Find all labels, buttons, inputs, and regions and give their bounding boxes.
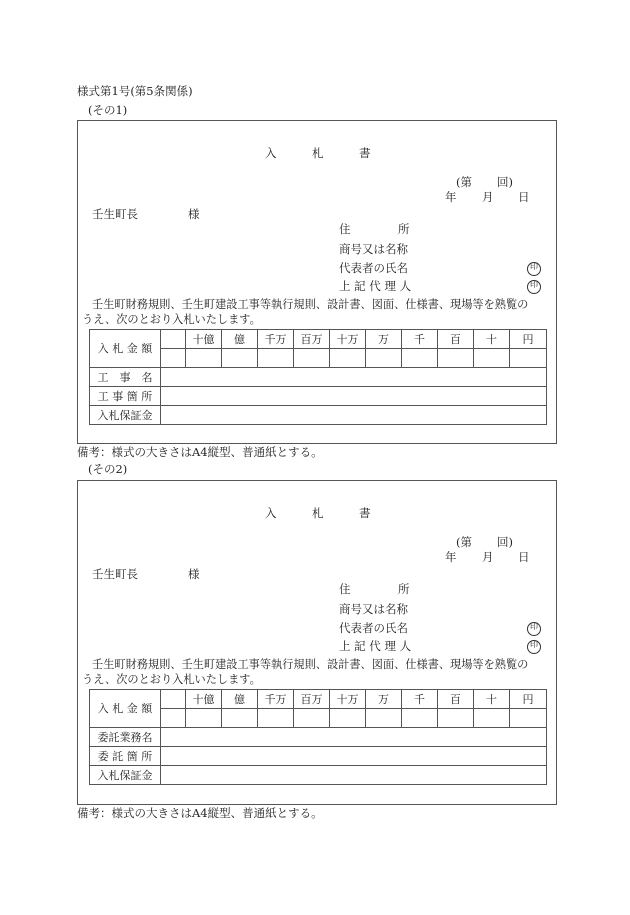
contract-work-name-field[interactable] [161,728,547,747]
round-close: 回) [497,535,513,549]
section-label-2: (その2) [88,462,128,476]
digit-cell[interactable] [438,349,474,368]
agent-label: 上 記 代 理 人 [339,279,412,293]
address-label-b: 所 [398,222,410,236]
digit-cell[interactable] [510,349,547,368]
date-year: 年 [445,550,457,564]
digit-header: 十万 [330,330,366,349]
digit-cell[interactable] [330,349,366,368]
digit-cell[interactable] [222,709,258,728]
digit-header: 百 [438,330,474,349]
digit-header: 千 [402,330,438,349]
digit-header [161,330,186,349]
addressee-honorific: 様 [188,567,200,581]
title-char: 書 [359,506,371,520]
digit-cell[interactable] [474,709,510,728]
digit-cell[interactable] [402,349,438,368]
digit-header: 百万 [294,330,330,349]
representative-label: 代表者の氏名 [339,621,408,635]
digit-header: 千万 [258,690,294,709]
digit-header [161,690,186,709]
digit-header: 円 [510,690,547,709]
title-char: 札 [312,506,324,520]
round-open: (第 [456,175,472,189]
bid-table-1 [89,329,547,425]
digit-header: 十億 [186,690,222,709]
statement-line-2: うえ、次のとおり入札いたします。 [82,673,261,686]
construction-name-field[interactable] [161,368,547,387]
bid-bond-field[interactable] [161,766,547,785]
note-1: 備考：様式の大きさはA4縦型、普通紙とする。 [77,445,323,459]
title-char: 書 [359,146,371,160]
seal-icon: 印 [527,640,541,654]
digit-cell[interactable] [294,349,330,368]
statement-line-1: 壬生町財務規則、壬生町建設工事等執行規則、設計書、図面、仕様書、現場等を熟覧の [92,658,529,671]
note-2: 備考：様式の大きさはA4縦型、普通紙とする。 [77,806,323,820]
form-number-heading: 様式第1号(第5条関係) [77,84,193,98]
construction-location-label: 工 事 箇 所 [90,387,161,406]
digit-header: 十万 [330,690,366,709]
digit-cell[interactable] [510,709,547,728]
title-char: 入 [265,146,277,160]
digit-header: 億 [222,690,258,709]
date-day: 日 [518,550,530,564]
seal-icon: 印 [527,280,541,294]
digit-header: 円 [510,330,547,349]
construction-location-field[interactable] [161,387,547,406]
digit-cell[interactable] [161,349,186,368]
statement-line-1: 壬生町財務規則、壬生町建設工事等執行規則、設計書、図面、仕様書、現場等を熟覧の [92,298,529,311]
bid-table-2 [89,689,547,785]
date-month: 月 [482,550,494,564]
digit-header: 十 [474,330,510,349]
title-char: 札 [312,146,324,160]
seal-icon: 印 [527,262,541,276]
title-char: 入 [265,506,277,520]
digit-cell[interactable] [438,709,474,728]
addressee-name: 壬生町長 [92,567,138,581]
address-label-a: 住 [339,222,351,236]
address-label-a: 住 [339,582,351,596]
digit-cell[interactable] [222,349,258,368]
construction-name-label: 工 事 名 [90,368,161,387]
digit-header: 億 [222,330,258,349]
digit-cell[interactable] [258,349,294,368]
agent-label: 上 記 代 理 人 [339,639,412,653]
statement-line-2: うえ、次のとおり入札いたします。 [82,313,261,326]
digit-cell[interactable] [161,709,186,728]
digit-cell[interactable] [366,709,402,728]
round-close: 回) [497,175,513,189]
digit-header: 千万 [258,330,294,349]
digit-cell[interactable] [402,709,438,728]
digit-header: 万 [366,330,402,349]
addressee-honorific: 様 [188,207,200,221]
company-name-label: 商号又は名称 [339,602,408,616]
addressee-name: 壬生町長 [92,207,138,221]
bid-bond-label: 入札保証金 [90,766,161,785]
digit-header: 百 [438,690,474,709]
bid-bond-label: 入札保証金 [90,406,161,425]
contract-location-label: 委 託 箇 所 [90,747,161,766]
seal-icon: 印 [527,622,541,636]
bid-amount-label: 入 札 金 額 [90,690,161,728]
digit-cell[interactable] [330,709,366,728]
digit-cell[interactable] [474,349,510,368]
contract-location-field[interactable] [161,747,547,766]
company-name-label: 商号又は名称 [339,242,408,256]
bid-amount-label: 入 札 金 額 [90,330,161,368]
bid-bond-field[interactable] [161,406,547,425]
date-year: 年 [445,190,457,204]
representative-label: 代表者の氏名 [339,261,408,275]
address-label-b: 所 [398,582,410,596]
digit-cell[interactable] [366,349,402,368]
digit-header: 万 [366,690,402,709]
bid-form-2 [77,480,557,805]
digit-header: 千 [402,690,438,709]
bid-form-1 [77,120,557,444]
contract-work-name-label: 委託業務名 [90,728,161,747]
digit-cell[interactable] [186,349,222,368]
round-open: (第 [456,535,472,549]
digit-cell[interactable] [258,709,294,728]
digit-cell[interactable] [294,709,330,728]
date-day: 日 [518,190,530,204]
section-label-1: (その1) [88,103,128,117]
digit-cell[interactable] [186,709,222,728]
date-month: 月 [482,190,494,204]
digit-header: 百万 [294,690,330,709]
digit-header: 十 [474,690,510,709]
digit-header: 十億 [186,330,222,349]
